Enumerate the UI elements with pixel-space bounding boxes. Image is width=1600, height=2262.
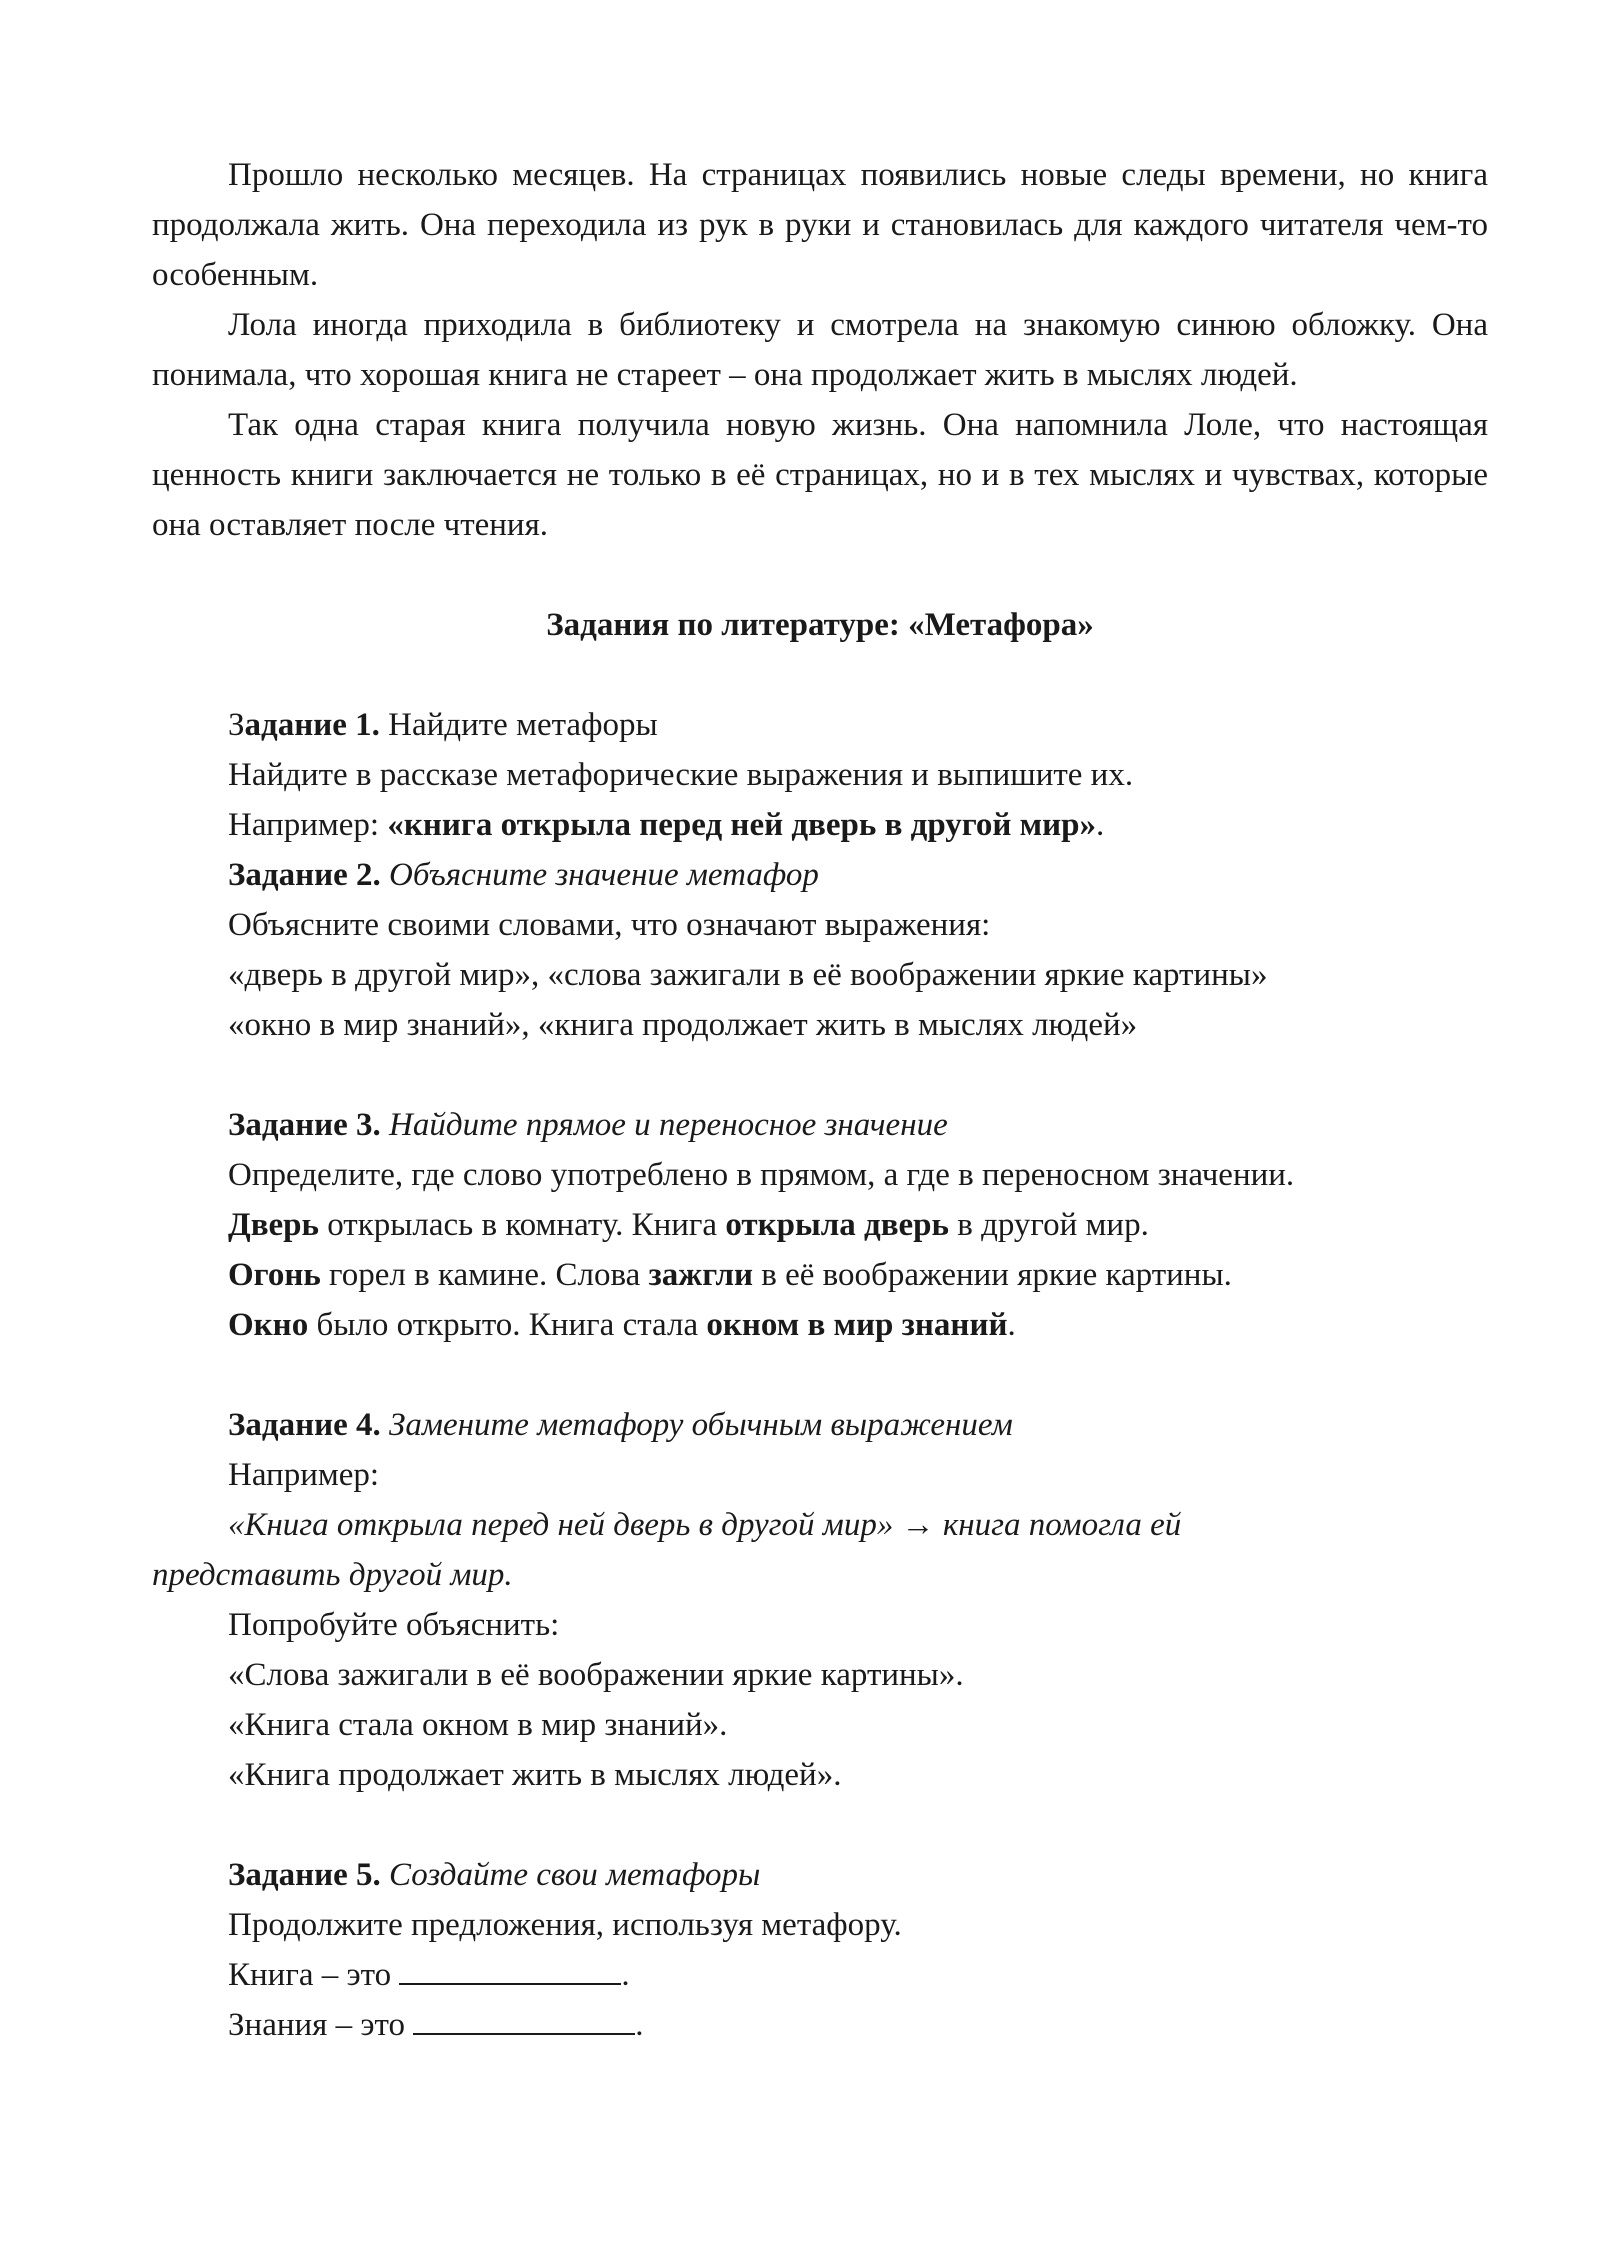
- task3-sentence-1: [228, 1200, 1488, 1250]
- task5-period: .: [621, 1957, 630, 1993]
- task3-name: Найдите прямое и переносное значение: [380, 1107, 948, 1143]
- task5-instruction: Продолжите предложения, используя метафору.: [228, 1907, 902, 1943]
- task2-instruction: Объясните своими словами, что означают выражения:: [228, 907, 991, 943]
- task4-instruction: Попробуйте объяснить:: [228, 1607, 560, 1643]
- task5-title: [228, 1850, 1488, 1900]
- task3-label: Задание 3.: [228, 1107, 381, 1143]
- task3-metaphor: окном в мир знаний: [706, 1307, 1008, 1343]
- task5-prompt: Книга – это: [228, 1957, 400, 1993]
- task2-expressions-1: «дверь в другой мир», «слова зажигали в её воображении яркие картины»: [228, 957, 1268, 993]
- task4-name: Замените метафору обычным выражением: [380, 1407, 1013, 1443]
- answer-blank[interactable]: [399, 1953, 621, 1985]
- task3-text: в другой мир.: [948, 1207, 1149, 1243]
- task2-label: Задание 2.: [228, 857, 381, 893]
- task1-name: Найдите метафоры: [379, 707, 658, 743]
- task2-name: Объясните значение метафор: [380, 857, 819, 893]
- task4-example-line-1: [228, 1500, 1488, 1550]
- answer-blank[interactable]: [413, 2003, 635, 2035]
- task5-fill-2: [228, 2000, 1488, 2050]
- task5-name: Создайте свои метафоры: [380, 1857, 761, 1893]
- task3-text: .: [1007, 1307, 1016, 1343]
- task1-instruction: Найдите в рассказе метафорические выражения и выпишите их.: [228, 757, 1134, 793]
- task2-expressions-2: «окно в мир знаний», «книга продолжает жить в мыслях людей»: [228, 1007, 1138, 1043]
- task3-sentence-3: [228, 1300, 1488, 1350]
- task3-text: открылась в комнату. Книга: [318, 1207, 726, 1243]
- task4-quote-3: «Книга продолжает жить в мыслях людей».: [228, 1757, 842, 1793]
- task3-text: в её воображении яркие картины.: [753, 1257, 1232, 1293]
- story-paragraph-3: Так одна старая книга получила новую жизнь. Она напомнила Лоле, что настоящая ценность книги заключается не только в её страницах, но и в тех мыслях и чувствах, которые она оставляет после чтения.: [152, 407, 1488, 543]
- task5-label: Задание 5.: [228, 1857, 381, 1893]
- task4-quote-2: «Книга стала окном в мир знаний».: [228, 1707, 728, 1743]
- task1-label: адание 1.: [244, 707, 380, 743]
- spacer: [152, 1050, 1488, 1100]
- task4-example-label: Например:: [228, 1457, 380, 1493]
- task4-label: Задание 4.: [228, 1407, 381, 1443]
- task4-example-text: представить другой мир.: [152, 1557, 513, 1593]
- task3-instruction: Определите, где слово употреблено в прямом, а где в переносном значении.: [228, 1157, 1295, 1193]
- task3-word-door: Дверь: [228, 1207, 319, 1243]
- task1-example-prefix: Например:: [228, 807, 388, 843]
- task3-text: было открыто. Книга стала: [308, 1307, 707, 1343]
- task3-sentence-2: [228, 1250, 1488, 1300]
- task1-example: [228, 800, 1488, 850]
- task4-example-line-2: [152, 1550, 1488, 1600]
- task2-title: [228, 850, 1488, 900]
- task4-example-text: «Книга открыла перед ней дверь в другой мир» → книга помогла ей: [228, 1507, 1182, 1543]
- story-paragraph-2: Лола иногда приходила в библиотеку и смотрела на знакомую синюю обложку. Она понимала, что хорошая книга не стареет – она продолжает жить в мыслях людей.: [152, 307, 1488, 393]
- task1-example-quote: «книга открыла перед ней дверь в другой мир»: [387, 807, 1097, 843]
- task3-word-window: Окно: [228, 1307, 309, 1343]
- task3-metaphor: зажгли: [648, 1257, 754, 1293]
- task1-example-suffix: .: [1096, 807, 1105, 843]
- task3-word-fire: Огонь: [228, 1257, 321, 1293]
- spacer: [152, 1800, 1488, 1850]
- task1-label-start: З: [228, 707, 245, 743]
- task4-quote-1: «Слова зажигали в её воображении яркие картины».: [228, 1657, 964, 1693]
- task5-prompt: Знания – это: [228, 2007, 414, 2043]
- section-heading: Задания по литературе: «Метафора»: [546, 607, 1094, 643]
- task3-title: [228, 1100, 1488, 1150]
- task3-metaphor: открыла дверь: [725, 1207, 949, 1243]
- task1-title: [228, 700, 1488, 750]
- task4-title: [228, 1400, 1488, 1450]
- task5-fill-1: [228, 1950, 1488, 2000]
- task5-period: .: [635, 2007, 644, 2043]
- spacer: [152, 1350, 1488, 1400]
- task3-text: горел в камине. Слова: [320, 1257, 649, 1293]
- story-paragraph-1: Прошло несколько месяцев. На страницах появились новые следы времени, но книга продолжала жить. Она переходила из рук в руки и становилась для каждого читателя чем-то особенным.: [152, 157, 1488, 293]
